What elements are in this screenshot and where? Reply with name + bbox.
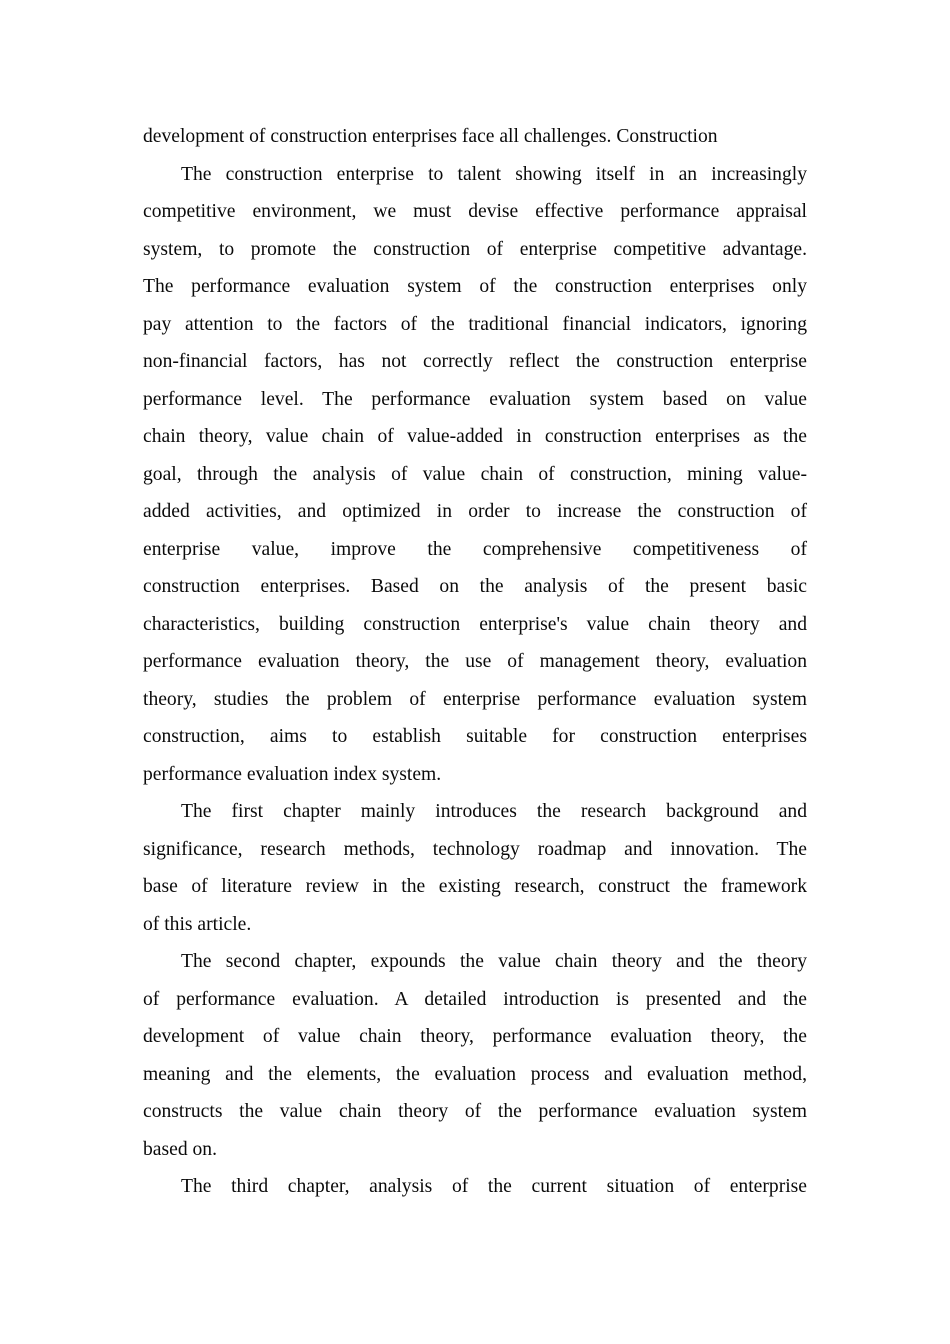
text-line: theory, studies the problem of enterprise performance evaluation system <box>143 688 807 710</box>
text-line: performance evaluation theory, the use of management theory, evaluation <box>143 651 807 672</box>
text-line: significance, research methods, technology roadmap and innovation. The <box>143 838 807 860</box>
text-line: constructs the value chain theory of the performance evaluation system <box>143 1101 807 1122</box>
text-line: system, to promote the construction of enterprise competitive advantage. <box>143 238 807 260</box>
text-line: competitive environment, we must devise effective performance appraisal <box>143 201 807 222</box>
text-line: The third chapter, analysis of the current situation of enterprise <box>181 1176 807 1197</box>
text-line: performance evaluation index system. <box>143 763 442 785</box>
text-line: non-financial factors, has not correctly reflect the construction enterprise <box>143 351 807 372</box>
paragraph-first-chapter <box>143 793 807 943</box>
text-line: The second chapter, expounds the value chain theory and the theory <box>181 951 807 972</box>
text-line: development of construction enterprises face all challenges. Construction <box>143 126 718 147</box>
paragraph-continuation <box>143 118 807 156</box>
text-line: construction, aims to establish suitable for construction enterprises <box>143 726 807 747</box>
page-text-body <box>143 118 807 1206</box>
paragraph-second-chapter <box>143 943 807 1168</box>
text-line: enterprise value, improve the comprehensive competitiveness of <box>143 538 807 560</box>
text-line: The first chapter mainly introduces the research background and <box>181 801 807 822</box>
text-line: based on. <box>143 1138 218 1160</box>
text-line: The performance evaluation system of the construction enterprises only <box>143 276 807 297</box>
text-line: characteristics, building construction enterprise's value chain theory and <box>143 613 807 635</box>
text-line: construction enterprises. Based on the analysis of the present basic <box>143 576 807 597</box>
text-line: meaning and the elements, the evaluation process and evaluation method, <box>143 1063 807 1085</box>
text-line: of this article. <box>143 913 252 935</box>
text-line: base of literature review in the existing research, construct the framework <box>143 876 807 897</box>
paragraph-main-abstract <box>143 156 807 794</box>
text-line: chain theory, value chain of value-added in construction enterprises as the <box>143 426 807 447</box>
text-line: pay attention to the factors of the traditional financial indicators, ignoring <box>143 313 807 335</box>
text-line: development of value chain theory, performance evaluation theory, the <box>143 1026 807 1047</box>
text-line: added activities, and optimized in order to increase the construction of <box>143 501 807 522</box>
text-line: performance level. The performance evaluation system based on value <box>143 388 807 410</box>
text-line: The construction enterprise to talent showing itself in an increasingly <box>181 163 807 185</box>
text-line: goal, through the analysis of value chain of construction, mining value- <box>143 463 807 485</box>
text-line: of performance evaluation. A detailed introduction is presented and the <box>143 988 807 1010</box>
paragraph-third-chapter <box>143 1168 807 1206</box>
